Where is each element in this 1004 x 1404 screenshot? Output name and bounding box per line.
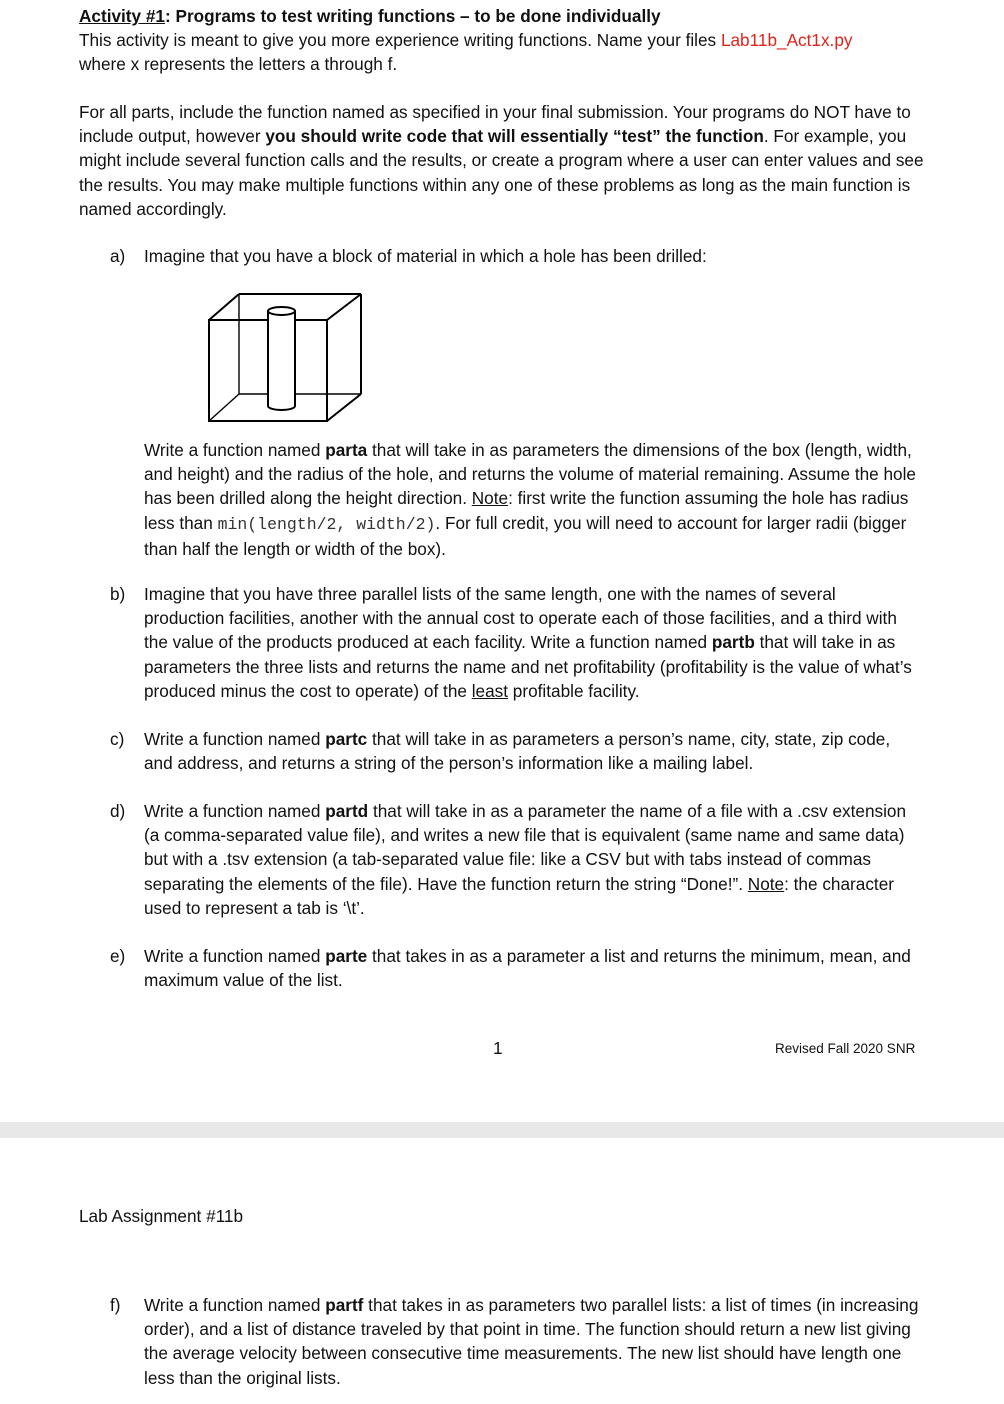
item-b-least: least bbox=[471, 680, 509, 701]
item-b-text bbox=[144, 582, 920, 703]
item-d-note-label: Note bbox=[747, 873, 785, 894]
item-e-text bbox=[144, 944, 920, 992]
page-number: 1 bbox=[493, 1038, 503, 1058]
item-b-text-3: profitable facility. bbox=[508, 680, 640, 701]
function-name-partd: partd bbox=[325, 801, 369, 821]
item-a-text-4: . For full credit, you will need to account for larger radii (bigger than half the length or width of the box). bbox=[144, 512, 907, 559]
item-d-text-1: Write a function named bbox=[144, 801, 326, 821]
item-a-text-2: that will take in as parameters the dimensions of the box (length, width, and height) and the radius of the hole, and returns the volume of material remaining. Assume the hole has been drilled along the height direction. bbox=[144, 440, 916, 509]
item-a-code: min(length/2, width/2) bbox=[217, 514, 436, 534]
item-d-text-3: : the character used to represent a tab is ‘\t’. bbox=[144, 873, 894, 918]
item-c-label: c) bbox=[110, 729, 125, 749]
item-b-label: b) bbox=[110, 584, 126, 604]
intro-filename: Lab11b_Act1x.py bbox=[720, 30, 853, 50]
item-d bbox=[110, 799, 920, 920]
instructions-text-1: For all parts, include the function named as specified in your final submission. Your programs do NOT have to include output, however bbox=[79, 102, 911, 147]
item-a-intro-text: Imagine that you have a block of material in which a hole has been drilled: bbox=[144, 246, 707, 266]
instructions-text-2: . For example, you might include several function calls and the results, or create a program where a user can enter values and see the results. You may make multiple functions within any one of these problems as long as the main function is named accordingly. bbox=[79, 126, 924, 219]
item-f-text-1: Write a function named bbox=[144, 1295, 326, 1315]
item-b-text-1: Imagine that you have three parallel lists of the same length, one with the names of several production facilities, another with the annual cost to operate each of those facilities, and a third with the value of the products produced at each facility. Write a function named bbox=[144, 584, 897, 653]
item-e-text-1: Write a function named bbox=[144, 946, 326, 966]
item-b-text-2: that will take in as parameters the three lists and returns the name and net profitability (profitability is the value of what’s produced minus the cost to operate) of the bbox=[144, 632, 912, 701]
page-header: Lab Assignment #11b bbox=[79, 1206, 244, 1226]
function-name-partc: partc bbox=[325, 729, 368, 749]
item-e-label: e) bbox=[110, 946, 126, 966]
instructions-bold: you should write code that will essentially “test” the function bbox=[265, 126, 764, 147]
item-f-label: f) bbox=[110, 1295, 121, 1315]
function-name-partf: partf bbox=[325, 1295, 364, 1315]
function-name-parte: parte bbox=[325, 946, 368, 966]
item-a-body bbox=[110, 438, 920, 561]
item-c-text-1: Write a function named bbox=[144, 729, 326, 749]
item-a-text bbox=[144, 438, 920, 561]
intro-text-2: where x represents the letters a through f. bbox=[79, 54, 398, 75]
intro-text: This activity is meant to give you more experience writing functions. Name your files bbox=[79, 30, 721, 50]
item-f bbox=[110, 1293, 920, 1390]
item-d-text-2: that will take in as a parameter the name of a file with a .csv extension (a comma-separated value file), and writes a new file that is equivalent (same name and same data) but with a .tsv extension (a tab-separated value file: like a CSV but with tabs instead of commas separating the elements of the file). Have the function return the string “Done!”. bbox=[144, 801, 907, 894]
function-name-partb: partb bbox=[711, 632, 755, 653]
item-c bbox=[110, 727, 920, 775]
item-f-text bbox=[144, 1293, 920, 1390]
revised-note: Revised Fall 2020 SNR bbox=[775, 1041, 916, 1056]
item-b bbox=[110, 582, 920, 703]
item-e bbox=[110, 944, 920, 992]
heading-title: : Programs to test writing functions – to be done individually bbox=[164, 6, 661, 26]
instructions-paragraph bbox=[79, 100, 929, 221]
drilled-block-figure bbox=[205, 290, 365, 426]
heading-activity-number: Activity #1 bbox=[79, 6, 165, 26]
item-f-text-2: that takes in as parameters two parallel lists: a list of times (in increasing order), and a list of distance traveled by that point in time. The function should return a new list giving the average velocity between consecutive time measurements. The new list should have length one less than the original lists. bbox=[144, 1295, 919, 1388]
item-a-label: a) bbox=[110, 246, 126, 266]
item-a-text-1: Write a function named bbox=[144, 440, 326, 460]
function-name-parta: parta bbox=[325, 440, 368, 460]
item-a-note-label: Note bbox=[471, 488, 509, 509]
item-e-text-2: that takes in as a parameter a list and returns the minimum, mean, and maximum value of the list. bbox=[144, 946, 911, 991]
intro-paragraph bbox=[79, 28, 929, 76]
item-d-text bbox=[144, 799, 920, 920]
activity-heading bbox=[79, 4, 929, 28]
item-a-intro bbox=[110, 244, 920, 268]
item-c-text-2: that will take in as parameters a person’s name, city, state, zip code, and address, and returns a string of the person’s information like a mailing label. bbox=[144, 729, 891, 774]
page-separator bbox=[0, 1122, 1004, 1138]
drilled-hole bbox=[268, 307, 295, 410]
item-d-label: d) bbox=[110, 801, 126, 821]
item-a-text-3: : first write the function assuming the hole has radius less than bbox=[144, 488, 909, 533]
item-c-text bbox=[144, 727, 920, 775]
